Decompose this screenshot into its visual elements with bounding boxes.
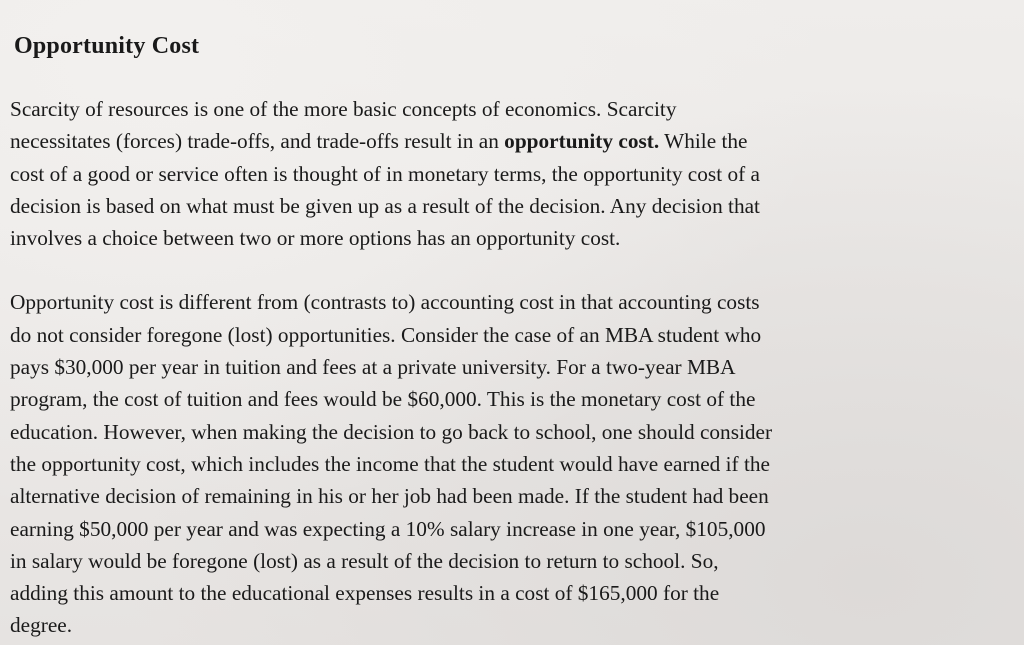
paragraph-line — [10, 125, 1015, 157]
bold-term-opportunity-cost: opportunity cost. — [504, 129, 660, 154]
line-text: While the — [659, 129, 748, 154]
paragraph-line: alternative decision of remaining in his or her job had been made. If the student had been — [10, 484, 769, 509]
paragraph-line: decision is based on what must be given up as a result of the decision. Any decision that — [10, 193, 760, 218]
paragraph-line: Opportunity cost is different from (contrasts to) accounting cost in that accounting costs — [10, 290, 760, 315]
paragraph-line: education. However, when making the decision to go back to school, one should consider — [10, 419, 773, 444]
paragraph-accounting-cost — [10, 286, 1015, 641]
paragraph-line: Scarcity of resources is one of the more basic concepts of economics. Scarcity — [10, 97, 677, 121]
paragraph-line: program, the cost of tuition and fees would be $60,000. This is the monetary cost of the — [10, 387, 756, 412]
line-text: necessitates (forces) trade-offs, and trade-offs result in an — [10, 129, 505, 154]
document-page — [10, 26, 1015, 642]
paragraph-scarcity — [10, 93, 1015, 254]
paragraph-line: do not consider foregone (lost) opportunities. Consider the case of an MBA student who — [10, 322, 762, 347]
paragraph-line: pays $30,000 per year in tuition and fees at a private university. For a two-year MBA — [10, 355, 736, 380]
paragraph-line: involves a choice between two or more options has an opportunity cost. — [10, 226, 621, 251]
paragraph-line: the opportunity cost, which includes the income that the student would have earned if the — [10, 451, 770, 476]
paragraph-line: degree. — [10, 613, 73, 638]
paragraph-line: adding this amount to the educational expenses results in a cost of $165,000 for the — [10, 581, 720, 606]
paragraph-line: cost of a good or service often is thought of in monetary terms, the opportunity cost of a — [10, 161, 760, 186]
paragraph-line: in salary would be foregone (lost) as a result of the decision to return to school. So, — [10, 548, 719, 573]
document-title: Opportunity Cost — [14, 33, 200, 59]
paragraph-line: earning $50,000 per year and was expecting a 10% salary increase in one year, $105,000 — [10, 516, 766, 541]
